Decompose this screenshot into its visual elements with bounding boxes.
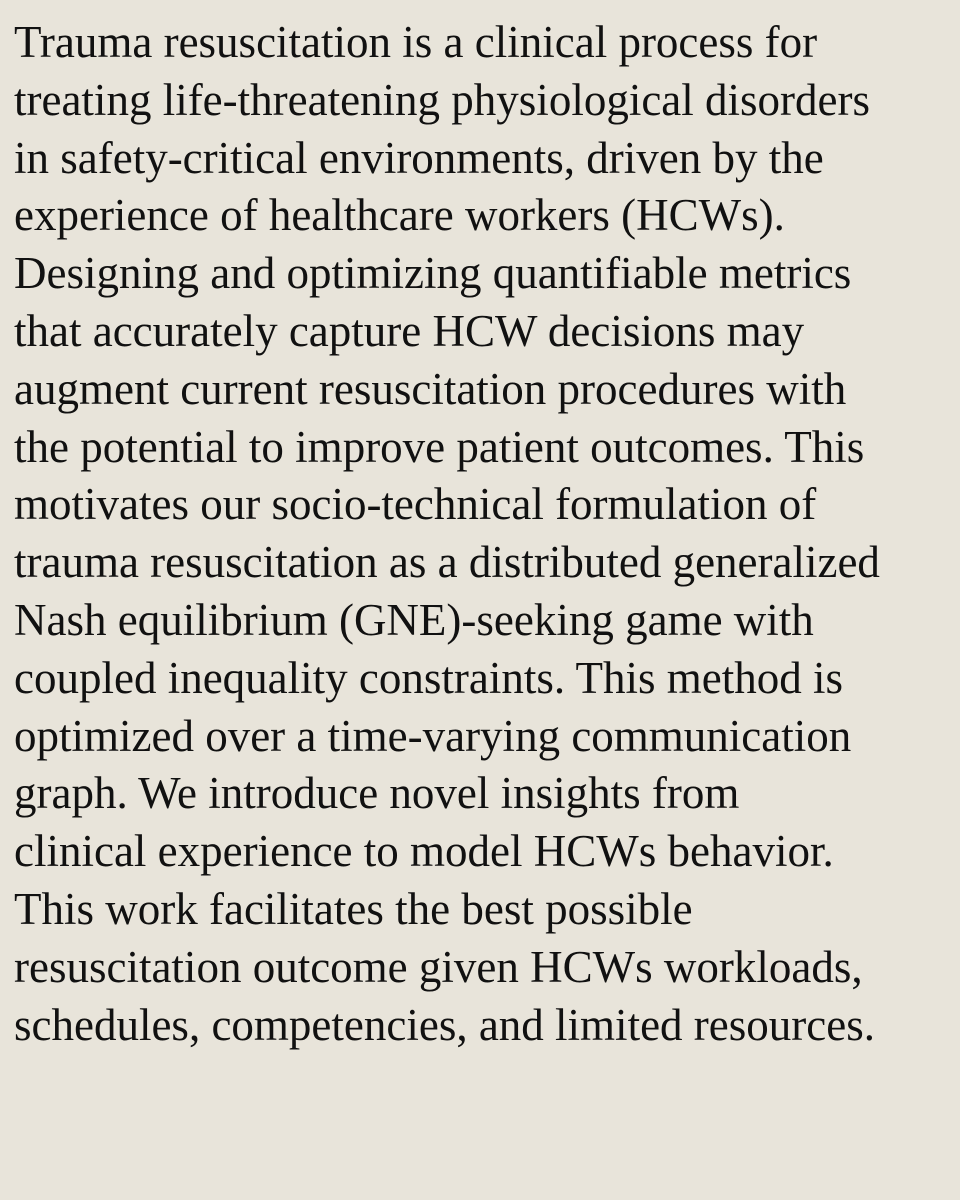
- text-line: in safety-critical environments, driven by the: [14, 132, 824, 183]
- text-line: Nash equilibrium (GNE)-seeking game with: [14, 594, 814, 645]
- text-line: the potential to improve patient outcomes. This: [14, 421, 865, 472]
- text-line: Designing and optimizing quantifiable metrics: [14, 248, 852, 299]
- text-line: experience of healthcare workers (HCWs).: [14, 190, 785, 241]
- text-line: schedules, competencies, and limited resources.: [14, 999, 875, 1050]
- text-line: coupled inequality constraints. This method is: [14, 652, 844, 703]
- abstract-paragraph: [14, 14, 950, 1054]
- text-line: clinical experience to model HCWs behavior.: [14, 826, 834, 877]
- text-line: that accurately capture HCW decisions may: [14, 305, 805, 356]
- text-line: resuscitation outcome given HCWs workloads,: [14, 941, 863, 992]
- text-line: motivates our socio-technical formulation of: [14, 479, 817, 530]
- text-line: optimized over a time-varying communication: [14, 710, 852, 761]
- text-line: This work facilitates the best possible: [14, 883, 693, 934]
- text-line: augment current resuscitation procedures with: [14, 363, 847, 414]
- text-line: Trauma resuscitation is a clinical process for: [14, 17, 818, 67]
- text-line: trauma resuscitation as a distributed generalized: [14, 537, 880, 588]
- text-line: treating life-threatening physiological disorders: [14, 74, 870, 125]
- text-line: graph. We introduce novel insights from: [14, 768, 740, 819]
